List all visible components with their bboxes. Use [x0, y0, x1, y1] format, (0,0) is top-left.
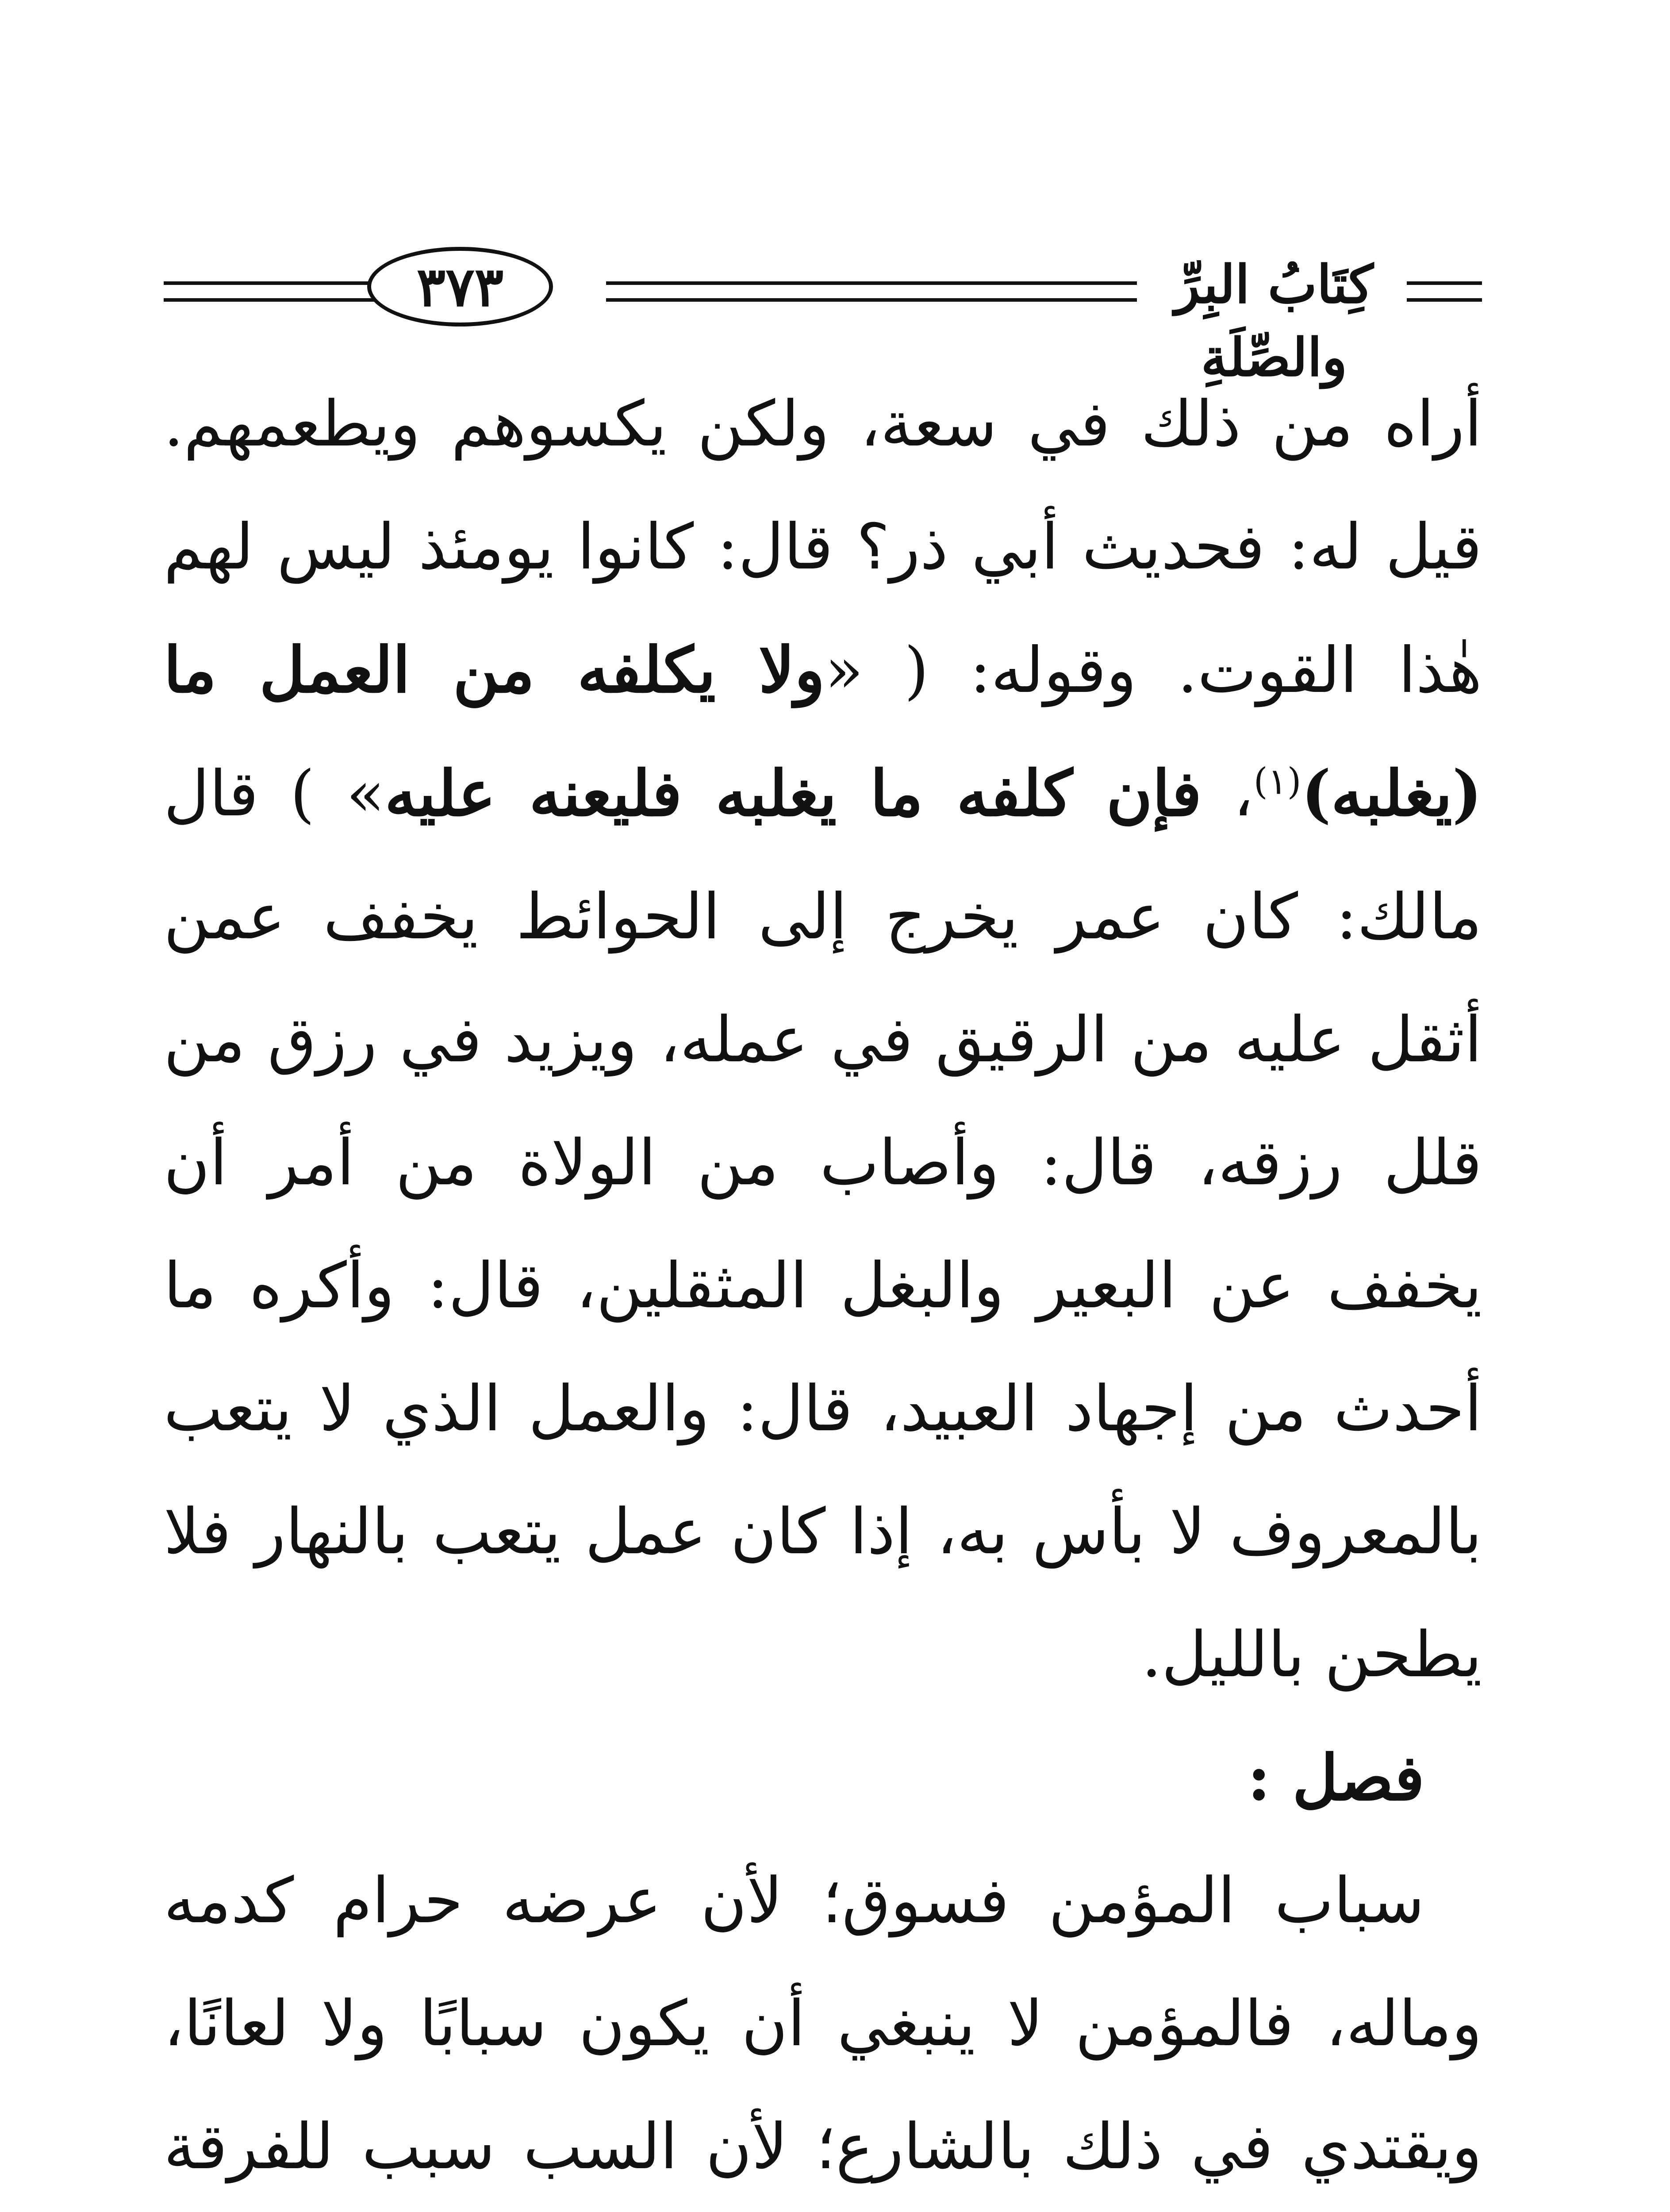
main-text — [164, 363, 1482, 2212]
header-rule-right — [1407, 281, 1482, 302]
running-title: كِتَابُ البِرِّ والصِّلَةِ — [1175, 253, 1374, 388]
section-heading: فصل : — [1247, 1741, 1424, 1815]
page-header — [164, 239, 1482, 388]
hadith-quote: فإن كلفه ما يغلبه فليعنه عليه — [384, 757, 1202, 830]
text-run: سباب المؤمن فسوق؛ لأن عرضه حرام كدمه وماله، فالمؤمن لا ينبغي أن يكون سبابًا ولا لعانًا، ويقتدي في ذلك بالشارع؛ لأن السب سبب للفرقة — [164, 1864, 1482, 2183]
page-number-oval — [367, 247, 553, 326]
paragraph-2 — [164, 1839, 1482, 2212]
page-number: ٣٧٣ — [416, 255, 504, 319]
footnote-reference: (١) — [1253, 760, 1301, 803]
text-run: ، — [1202, 757, 1254, 830]
paragraph-1 — [164, 363, 1482, 1717]
hadith-quote: ولا يكلفه من العمل ما (يغلبه) — [164, 634, 1482, 830]
text-run: » ) قال مالك: كان عمر يخرج إلى الحوائط يخفف عمن أثقل عليه من الرقيق في عمله، ويزيد في رزق من قلل رزقه، قال: وأصاب من الولاة من أمر أن يخفف عن البعير والبغل المثقلين، قال: وأكره ما أحدث من إجهاد العبيد، قال: والعمل الذي لا يتعب بالمعروف لا بأس به، إذا كان عمل يتعب بالنهار فلا يطحن بالليل. — [164, 757, 1482, 1691]
text-run: أراه من ذلك في سعة، ولكن يكسوهم ويطعمهم. قيل له: فحديث أبي ذر؟ قال: كانوا يومئذ ليس لهم هٰذا القوت. وقوله: ( « — [164, 388, 1482, 707]
header-rule-left — [164, 281, 376, 302]
header-rule-middle — [606, 281, 1137, 302]
